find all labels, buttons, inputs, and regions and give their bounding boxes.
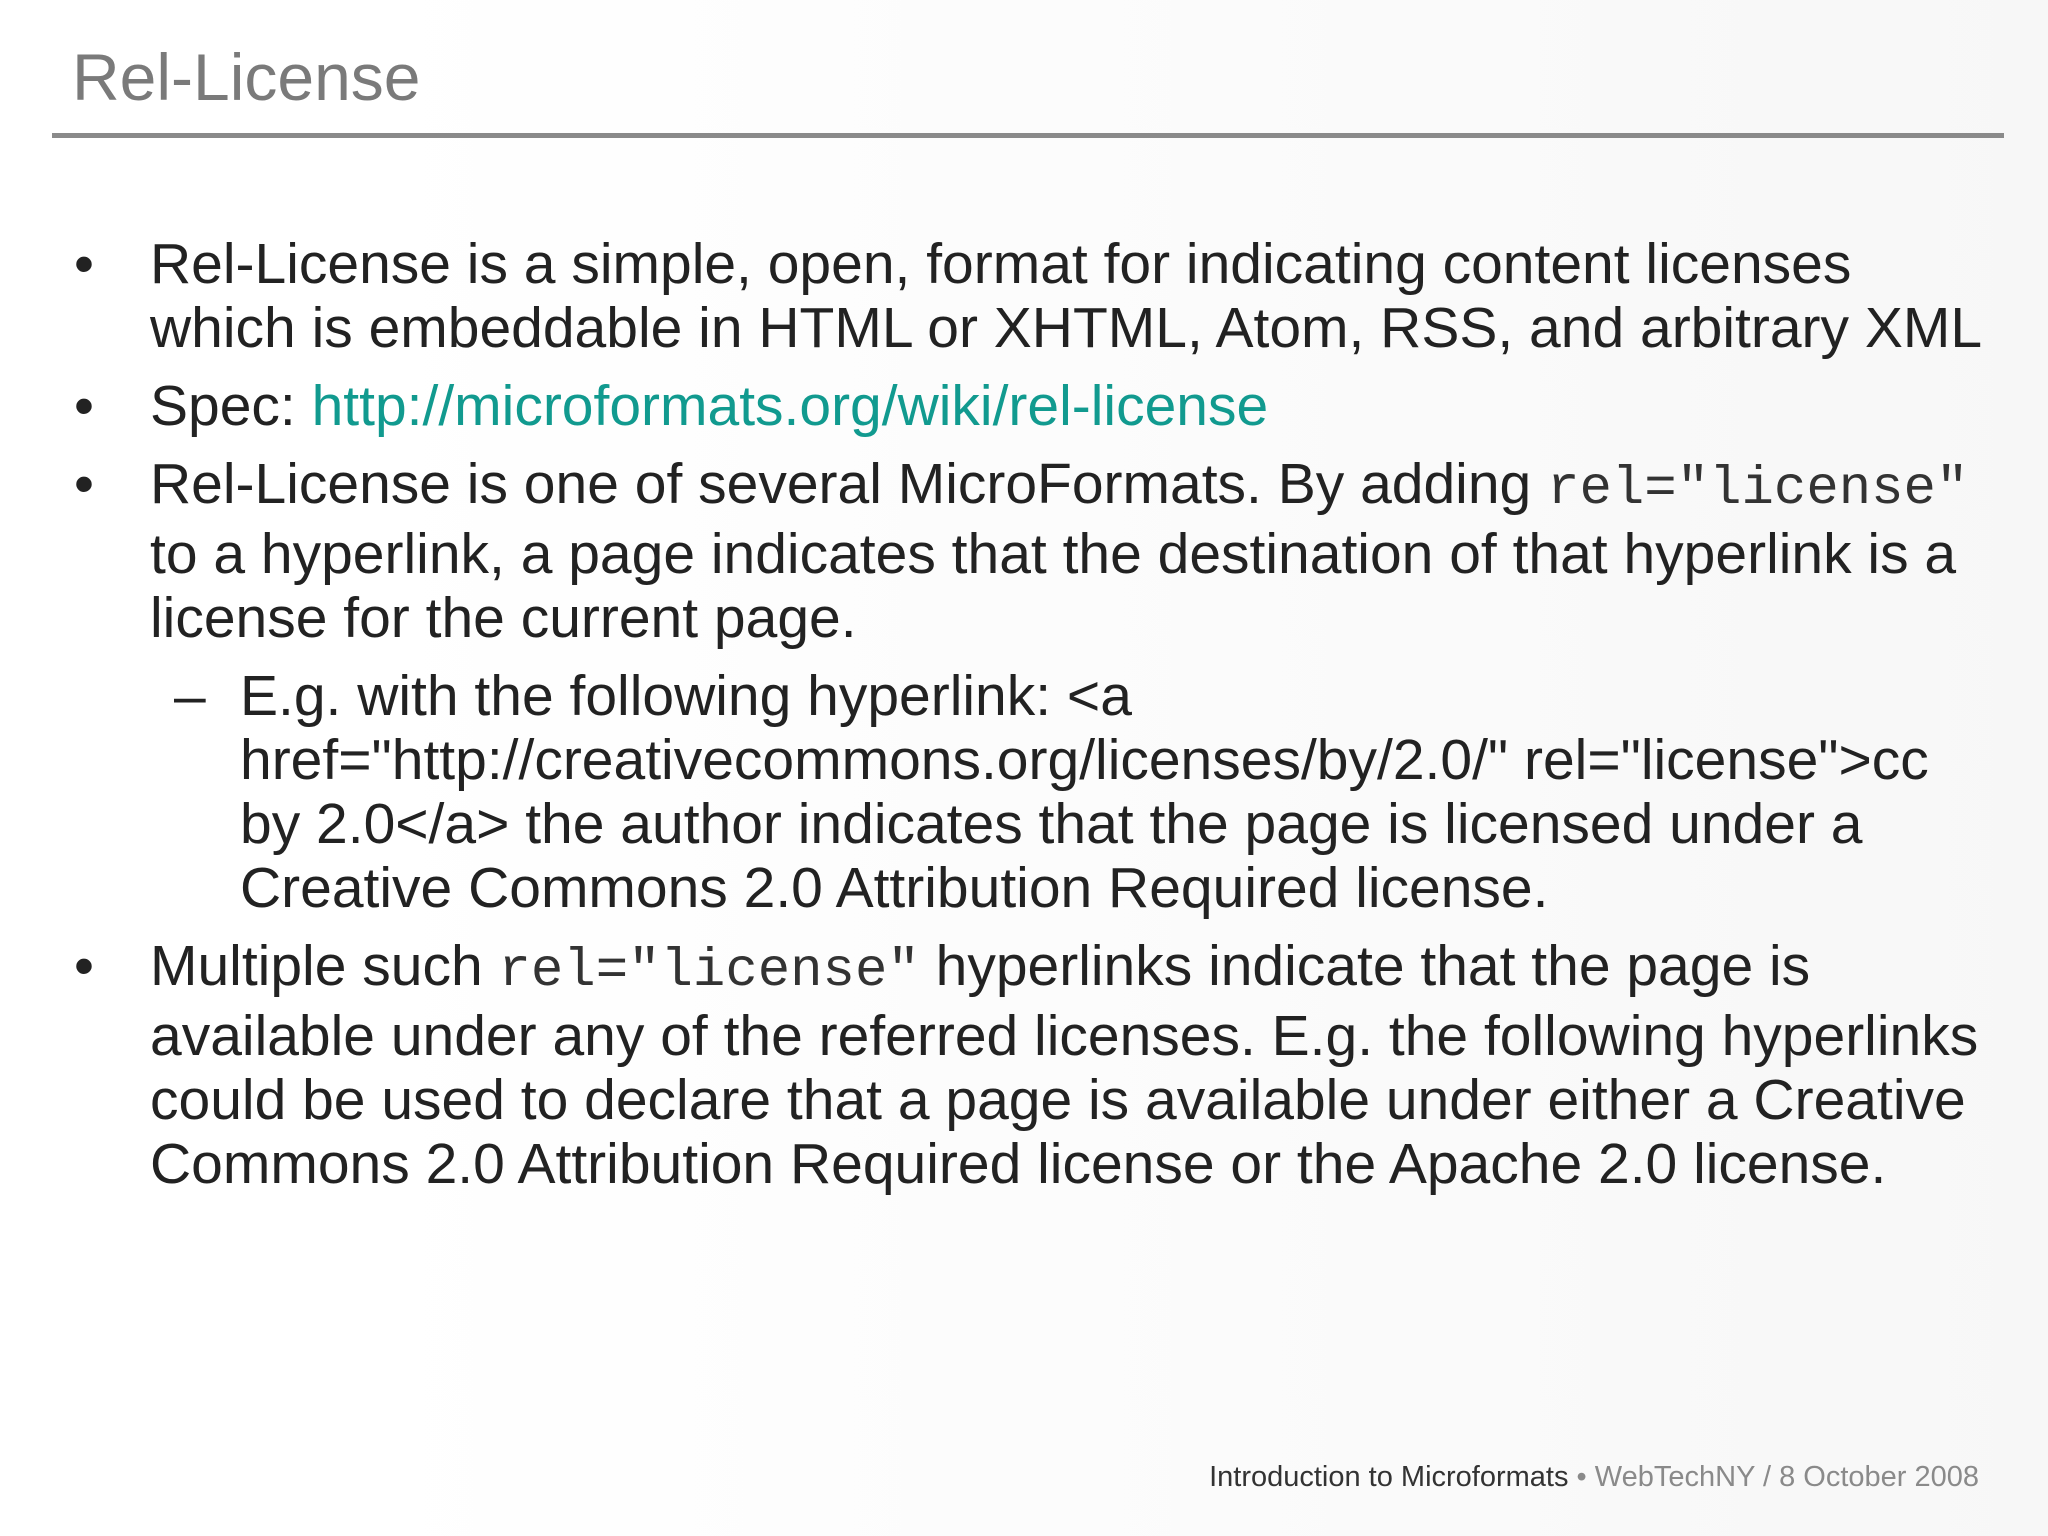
footer-event: WebTechNY / 8 October 2008 [1594, 1461, 1979, 1493]
bullet-marker: • [74, 232, 94, 296]
sub-bullet-item [74, 664, 1994, 920]
bullet-marker: • [74, 934, 94, 998]
bullet-item [74, 232, 1994, 360]
dash-marker: – [174, 664, 206, 728]
slide-footer [1209, 1461, 1979, 1494]
bullet-item [74, 452, 1994, 650]
footer-separator: • [1568, 1461, 1595, 1493]
spec-link[interactable]: http://microformats.org/wiki/rel-license [311, 374, 1269, 438]
bullet-item [74, 934, 1994, 1196]
bullet-marker: • [74, 374, 94, 438]
bullet-text: Multiple such [150, 934, 499, 998]
bullet-text: hyperlinks indicate that the page is available under any of the referred licenses. E.g. the following hyperlinks could be used to declare that a page is available under either a Creative Commons 2.0 Attribution Required license or the Apache 2.0 license. [150, 934, 1979, 1196]
bullet-item [74, 374, 1994, 438]
bullet-text: to a hyperlink, a page indicates that the destination of that hyperlink is a license for the current page. [150, 522, 1957, 650]
code-snippet: rel="license" [1547, 459, 1969, 520]
bullet-text: Rel-License is one of several MicroFormats. By adding [150, 452, 1548, 516]
bullet-list [74, 232, 1994, 1210]
slide-title: Rel-License [72, 40, 421, 114]
bullet-text: Spec: [150, 374, 312, 438]
code-snippet: rel="license" [498, 941, 920, 1002]
bullet-marker: • [74, 452, 94, 516]
bullet-text: Rel-License is a simple, open, format for indicating content licenses which is embeddable in HTML or XHTML, Atom, RSS, and arbitrary XML [150, 232, 1983, 360]
footer-presentation-title: Introduction to Microformats [1209, 1461, 1569, 1493]
title-divider [52, 133, 2004, 138]
sub-bullet-text: E.g. with the following hyperlink: <a href="http://creativecommons.org/licenses/by/2.0/" rel="license">cc by 2.0</a> the author indicates that the page is licensed under a Creative Commons 2.0 Attribution Required license. [240, 664, 1929, 920]
